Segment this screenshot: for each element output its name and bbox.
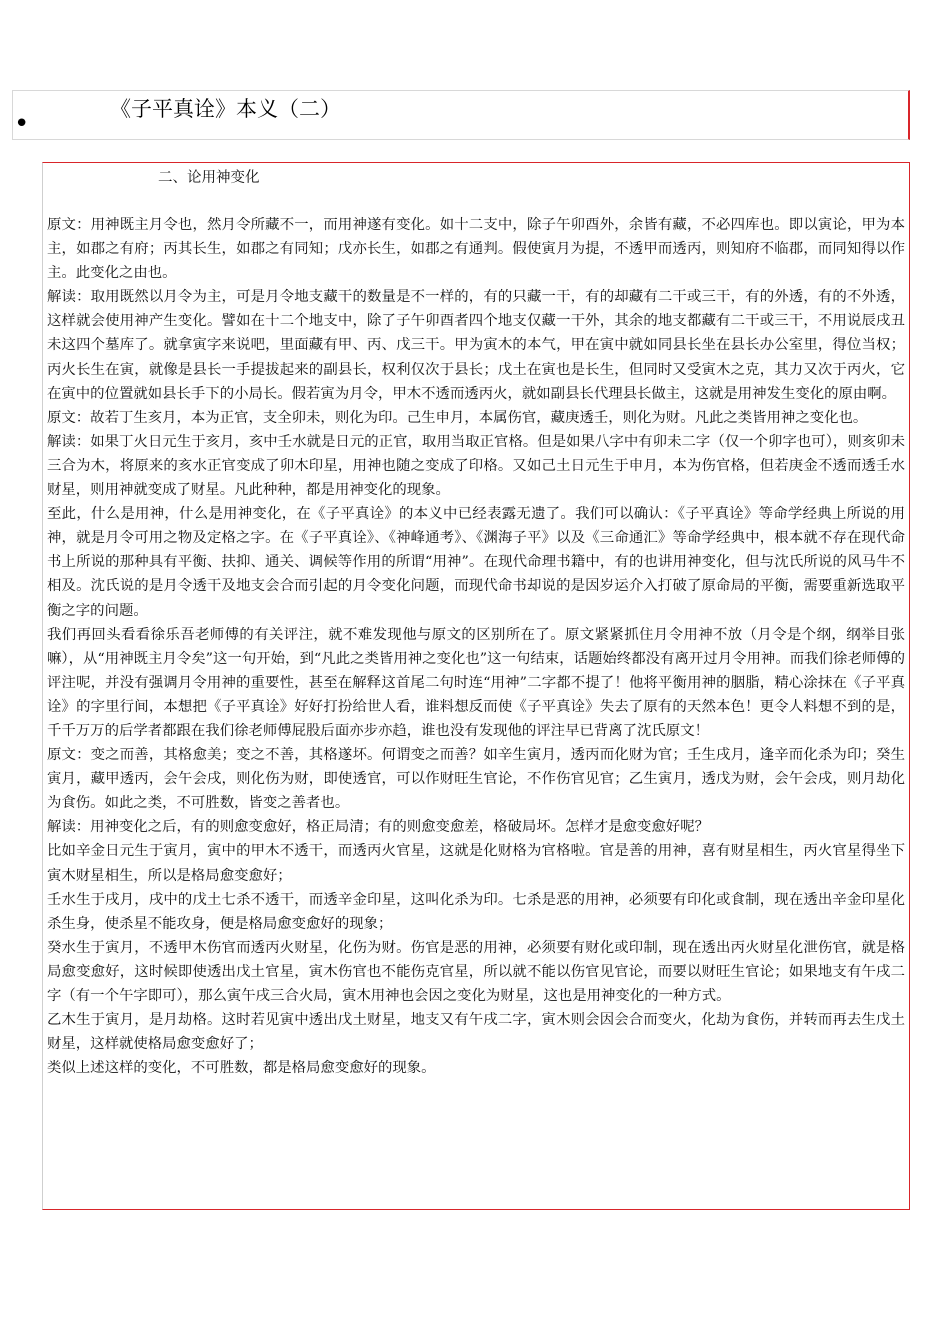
paragraph-summary: 至此，什么是用神，什么是用神变化，在《子平真诠》的本义中已经表露无遗了。我们可以确认：《子平真诠》等命学经典上所说的用神，就是月令可用之物及定格之字。在《子平真诠》、《神峰通考》、《渊海子平》以及《三命通汇》等命学经典中，根本就不存在现代命书上所说的那种具有平衡、扶抑、通关、调候等作用的所谓“用神”。在现代命理书籍中，有的也讲用神变化，但与沈氏所说的风马牛不相及。沈氏说的是月令透干及地支会合而引起的月令变化问题，而现代命书却说的是因岁运介入打破了原命局的平衡，需要重新选取平衡之字的问题。: [47, 506, 905, 619]
paragraph-critique: 我们再回头看看徐乐吾老师傅的有关评注，就不难发现他与原文的区别所在了。原文紧紧抓住月令用神不放（月令是个纲，纲举目张嘛），从“用神既主月令矣”这一句开始，到“凡此之类皆用神之变化也”这一句结束，话题始终都没有离开过月令用神。而我们徐老师傅的评注呢，并没有强调月令用神的重要性，甚至在解释这首尾二句时连“用神”二字都不提了！他将平衡用神的胭脂，精心涂抹在《子平真诠》的字里行间，本想把《子平真诠》好好打扮给世人看，谁料想反而使《子平真诠》失去了原有的天然本色！更令人料想不到的是，千千万万的后学者都跟在我们徐老师傅屁股后面亦步亦趋，谁也没有发现他的评注早已背离了沈氏原文！: [47, 626, 905, 739]
paragraph-example-ren: 壬水生于戌月，戌中的戊土七杀不透干，而透辛金印星，这叫化杀为印。七杀是恶的用神，必须要有印化或食制，现在透出辛金印星化杀生身，使杀星不能攻身，便是格局愈变愈好的现象；: [47, 891, 905, 932]
paragraph-example-xin: 比如辛金日元生于寅月，寅中的甲木不透干，而透丙火官星，这就是化财格为官格啦。官是善的用神，喜有财星相生，丙火官星得坐下寅木财星相生，所以是格局愈变愈好；: [47, 843, 905, 884]
paragraph-commentary-1: 解读：取用既然以月令为主，可是月令地支藏干的数量是不一样的，有的只藏一干，有的却藏有二干或三干，有的外透，有的不外透，这样就会使用神产生变化。譬如在十二个地支中，除了子午卯酉者四个地支仅藏一干外，其余的地支都藏有二干或三干，不用说辰戌丑未这四个墓库了。就拿寅字来说吧，里面藏有甲、丙、戊三干。甲为寅木的本气，甲在寅中就如同县长坐在县长办公室里，得位当权；丙火长生在寅，就像是县长一手提拔起来的副县长，权利仅次于县长；戊土在寅也是长生，但同时又受寅木之克，其力又次于丙火，它在寅中的位置就如县长手下的小局长。假若寅为月令，甲木不透而透丙火，就如副县长代理县长做主，这就是用神发生变化的原由啊。: [47, 289, 905, 402]
paragraph-original-2: 原文：故若丁生亥月，本为正官，支全卯未，则化为印。己生申月，本属伤官，藏庚透壬，则化为财。凡此之类皆用神之变化也。: [47, 409, 868, 426]
page-title: 《子平真诠》本义（二）: [110, 97, 341, 121]
article-body: [47, 213, 905, 1080]
title-bullet: •: [14, 109, 30, 139]
section-title: 二、论用神变化: [158, 170, 260, 186]
paragraph-example-gui: 癸水生于寅月，不透甲木伤官而透丙火财星，化伤为财。伤官是恶的用神，必须要有财化或印制，现在透出丙火财星化泄伤官，就是格局愈变愈好，这时候即使透出戊土官星，寅木伤官也不能伤克官星，所以就不能以伤官见官论，而要以财旺生官论；如果地支有午戌二字（有一个午字即可），那么寅午戌三合火局，寅木用神也会因之变化为财星，这也是用神变化的一种方式。: [47, 939, 905, 1004]
paragraph-commentary-3: 解读：用神变化之后，有的则愈变愈好，格正局清；有的则愈变愈差，格破局坏。怎样才是愈变愈好呢？: [47, 819, 709, 836]
paragraph-example-yi: 乙木生于寅月，是月劫格。这时若见寅中透出戊土财星，地支又有午戌二字，寅木则会因会合而变火，化劫为食伤，并转而再去生戊土财星，这样就使格局愈变愈好了；: [47, 1012, 905, 1053]
paragraph-conclusion: 类似上述这样的变化，不可胜数，都是格局愈变愈好的现象。: [47, 1060, 436, 1077]
paragraph-original-1: 原文：用神既主月令也，然月令所藏不一，而用神遂有变化。如十二支中，除子午卯酉外，余皆有藏，不必四库也。即以寅论，甲为本主，如郡之有府；丙其长生，如郡之有同知；戊亦长生，如郡之有通判。假使寅月为提，不透甲而透丙，则知府不临郡，而同知得以作主。此变化之由也。: [47, 217, 905, 282]
paragraph-commentary-2: 解读：如果丁火日元生于亥月，亥中壬水就是日元的正官，取用当取正官格。但是如果八字中有卯未二字（仅一个卯字也可），则亥卯未三合为木，将原来的亥水正官变成了卯木印星，用神也随之变成了印格。又如己土日元生于申月，本为伤官格，但若庚金不透而透壬水财星，则用神就变成了财星。凡此种种，都是用神变化的现象。: [47, 433, 905, 499]
paragraph-original-3: 原文：变之而善，其格愈美；变之不善，其格遂坏。何谓变之而善？如辛生寅月，透丙而化财为官；壬生戌月，逢辛而化杀为印；癸生寅月，藏甲透丙，会午会戌，则化伤为财，即使透官，可以作财旺生官论，不作伤官见官；乙生寅月，透戊为财，会午会戌，则月劫化为食伤。如此之类，不可胜数，皆变之善者也。: [47, 747, 905, 812]
